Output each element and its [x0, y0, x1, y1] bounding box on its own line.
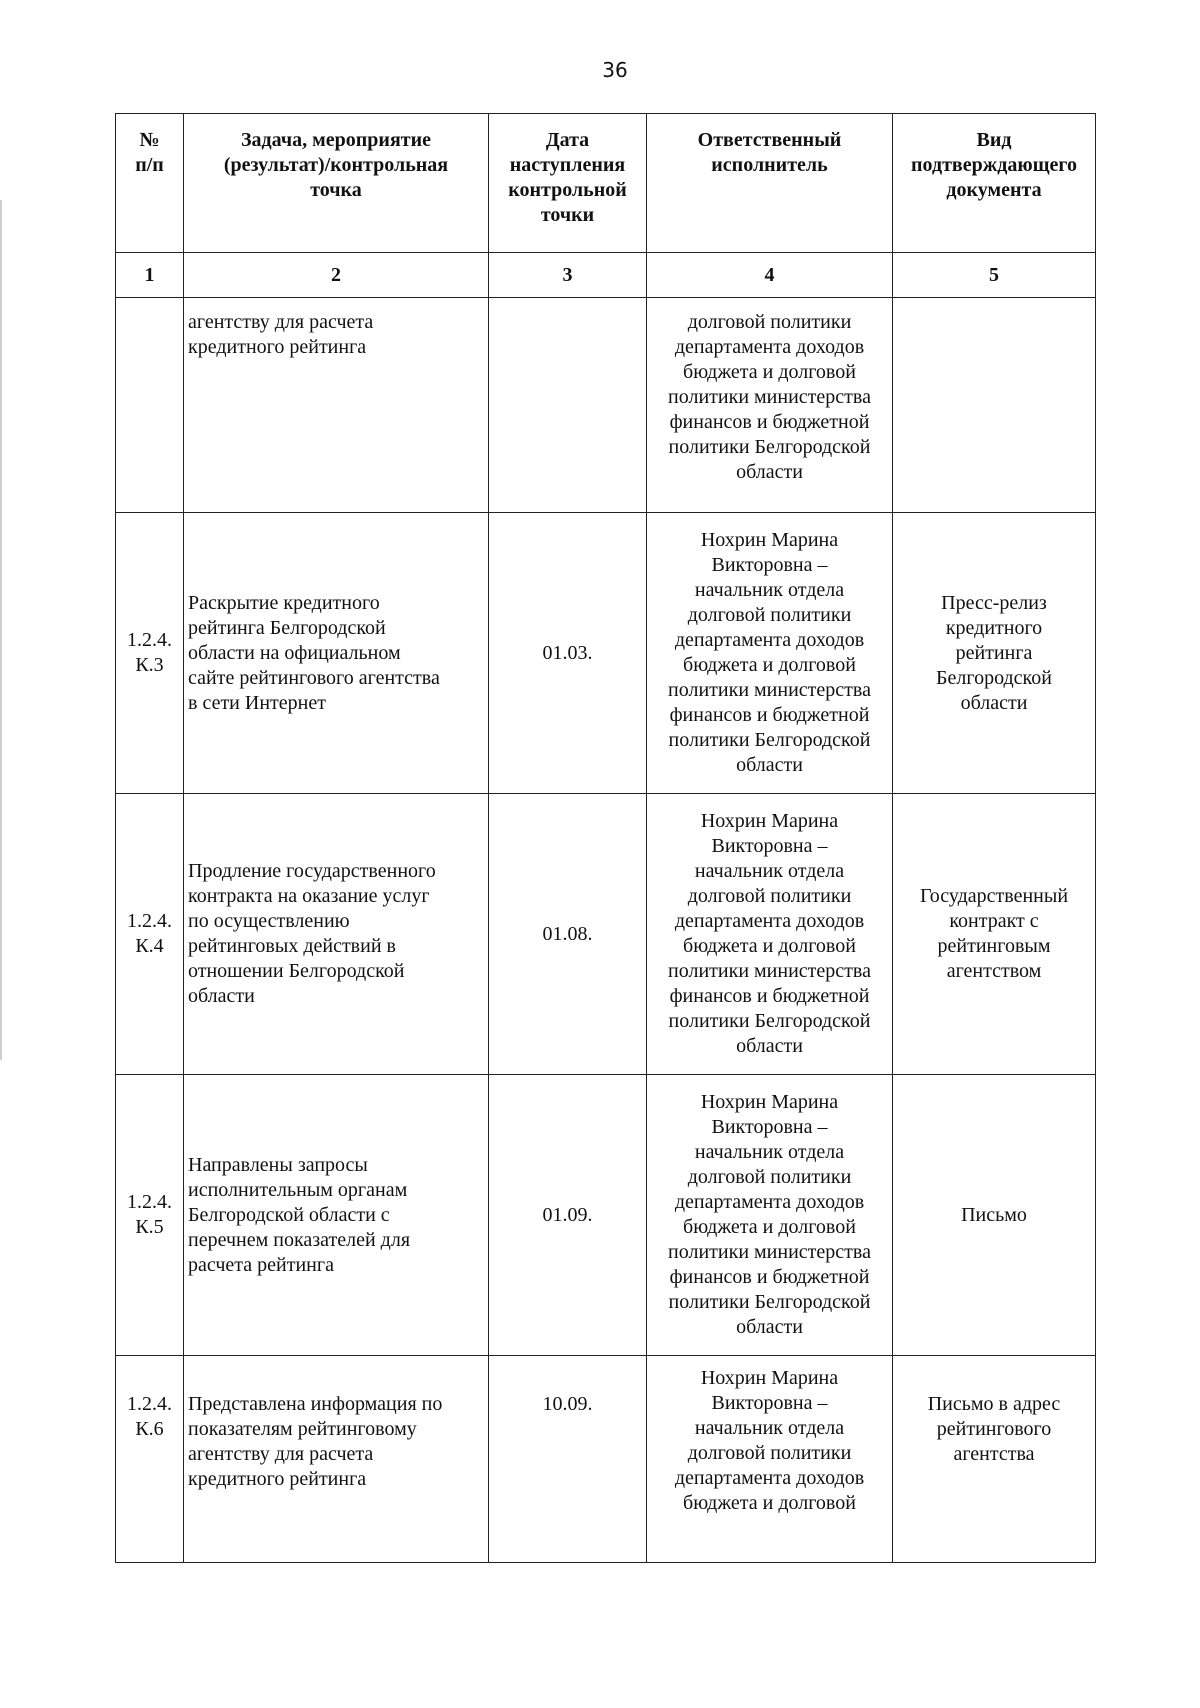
row-number-cell: 1.2.4. К.6 — [116, 1356, 184, 1563]
responsible-cell: Нохрин Марина Викторовна – начальник отдела долговой политики департамента доходов бюджета и долговой политики министерства финансов и бюджетной политики Белгородской области — [647, 513, 893, 794]
row-number-cell: 1.2.4. К.3 — [116, 513, 184, 794]
header-responsible: Ответственный исполнитель — [647, 114, 893, 253]
table-header-row — [116, 114, 1096, 253]
date-cell: 01.09. — [489, 1075, 647, 1356]
responsible-cell: Нохрин Марина Викторовна – начальник отдела долговой политики департамента доходов бюджета и долговой — [647, 1356, 893, 1563]
column-number: 4 — [647, 253, 893, 298]
column-number: 1 — [116, 253, 184, 298]
table-row — [116, 1356, 1096, 1563]
row-number-cell: 1.2.4. К.4 — [116, 794, 184, 1075]
header-task: Задача, мероприятие (результат)/контрольная точка — [184, 114, 489, 253]
column-number: 2 — [184, 253, 489, 298]
table-row — [116, 513, 1096, 794]
table-row — [116, 794, 1096, 1075]
responsible-cell: Нохрин Марина Викторовна – начальник отдела долговой политики департамента доходов бюджета и долговой политики министерства финансов и бюджетной политики Белгородской области — [647, 794, 893, 1075]
page-number: 36 — [602, 58, 628, 82]
date-cell — [489, 298, 647, 513]
header-document: Вид подтверждающего документа — [893, 114, 1096, 253]
document-cell: Письмо в адрес рейтингового агентства — [893, 1356, 1096, 1563]
date-cell: 10.09. — [489, 1356, 647, 1563]
header-number: № п/п — [116, 114, 184, 253]
task-cell: агентству для расчета кредитного рейтинга — [184, 298, 489, 513]
task-cell: Представлена информация по показателям рейтинговому агентству для расчета кредитного рейтинга — [184, 1356, 489, 1563]
row-number-cell — [116, 298, 184, 513]
task-cell: Раскрытие кредитного рейтинга Белгородской области на официальном сайте рейтингового агентства в сети Интернет — [184, 513, 489, 794]
column-number: 5 — [893, 253, 1096, 298]
date-cell: 01.08. — [489, 794, 647, 1075]
task-cell: Продление государственного контракта на оказание услуг по осуществлению рейтинговых действий в отношении Белгородской области — [184, 794, 489, 1075]
date-cell: 01.03. — [489, 513, 647, 794]
scan-edge-mark — [0, 200, 2, 1060]
document-cell — [893, 298, 1096, 513]
responsible-cell: Нохрин Марина Викторовна – начальник отдела долговой политики департамента доходов бюджета и долговой политики министерства финансов и бюджетной политики Белгородской области — [647, 1075, 893, 1356]
header-date: Дата наступления контрольной точки — [489, 114, 647, 253]
responsible-cell: долговой политики департамента доходов бюджета и долговой политики министерства финансов и бюджетной политики Белгородской области — [647, 298, 893, 513]
task-cell: Направлены запросы исполнительным органам Белгородской области с перечнем показателей для расчета рейтинга — [184, 1075, 489, 1356]
control-points-table — [115, 113, 1096, 1563]
document-cell: Пресс-релиз кредитного рейтинга Белгородской области — [893, 513, 1096, 794]
document-cell: Письмо — [893, 1075, 1096, 1356]
table-row — [116, 298, 1096, 513]
column-number: 3 — [489, 253, 647, 298]
document-cell: Государственный контракт с рейтинговым агентством — [893, 794, 1096, 1075]
table-row — [116, 1075, 1096, 1356]
column-number-row — [116, 253, 1096, 298]
row-number-cell: 1.2.4. К.5 — [116, 1075, 184, 1356]
